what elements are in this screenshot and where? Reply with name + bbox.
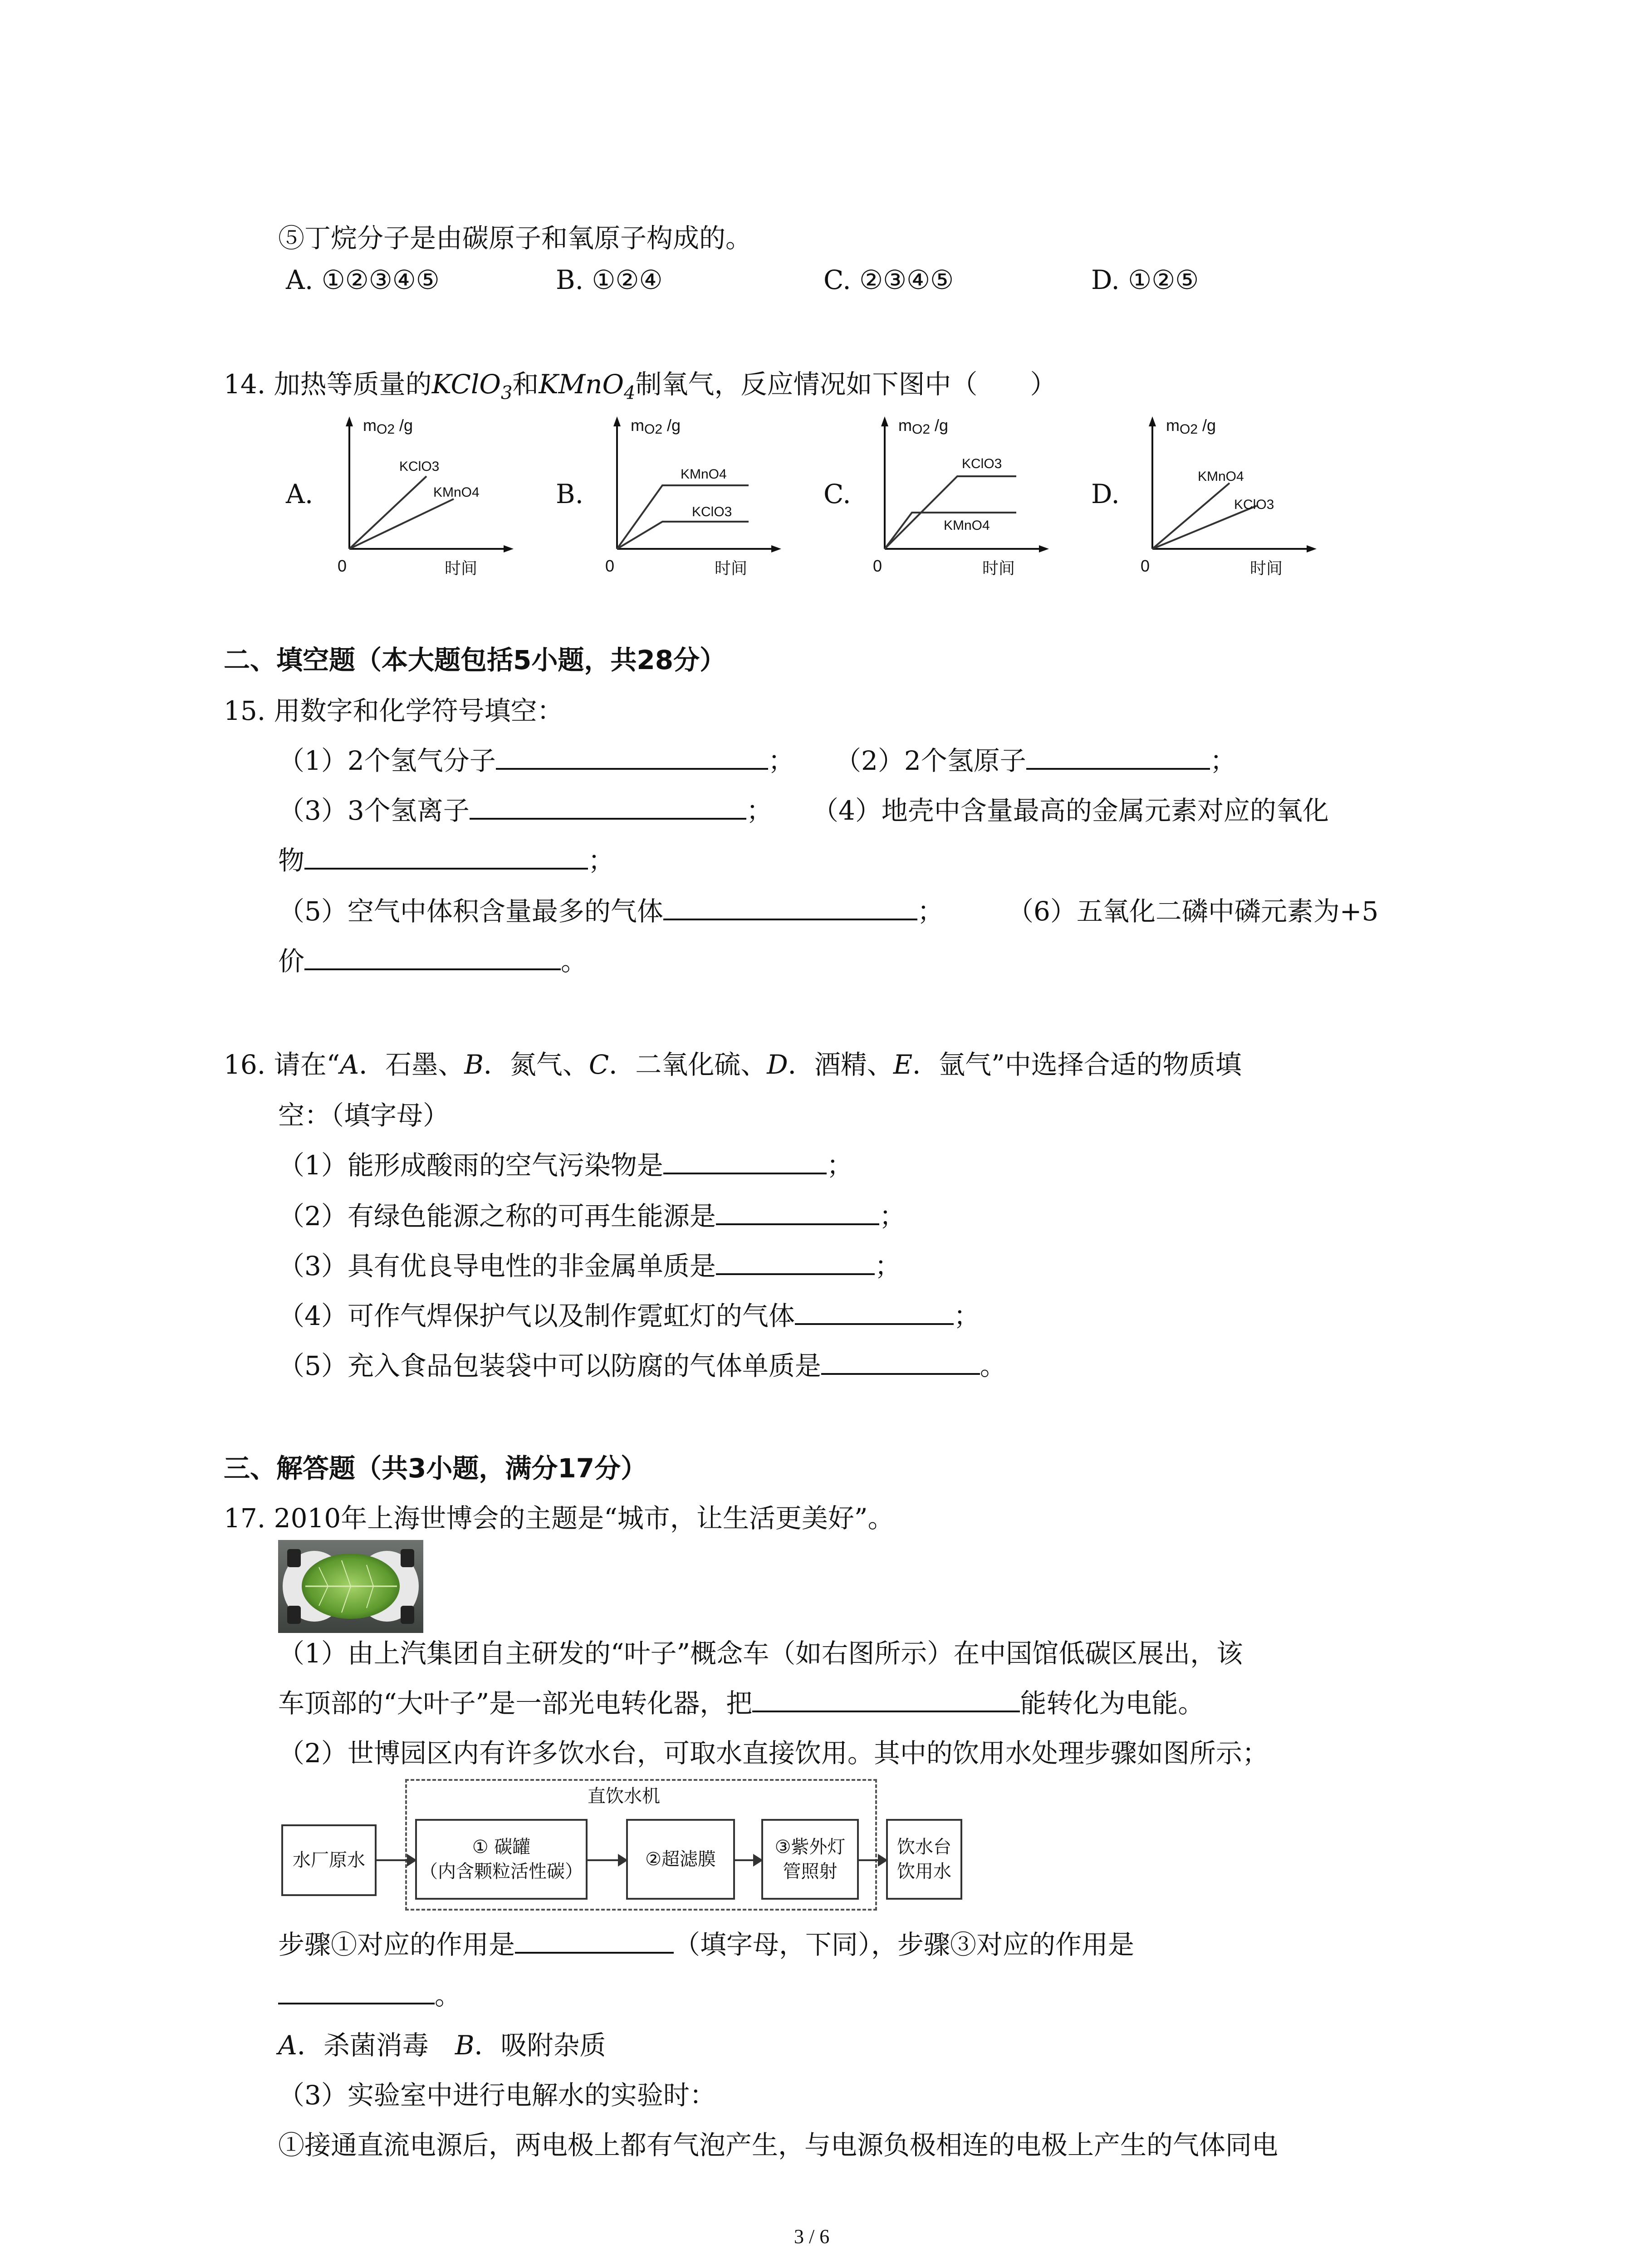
q14-stem: 14. 加热等质量的KClO$_3$和KMnO$_4$制氧气，反应情况如下图中（ ） <box>224 369 1057 404</box>
graph-d-label: D. <box>1091 479 1120 509</box>
graph-a-origin: 0 <box>338 557 347 575</box>
graph-a-label: A. <box>286 479 314 509</box>
graph-d <box>1134 413 1325 581</box>
graph-a-line-kclo3 <box>349 476 426 549</box>
graph-c-xlabel: 时间 <box>982 559 1015 577</box>
q15-part5: （5）空气中体积含量最多的气体 ； <box>278 896 944 927</box>
graph-b-upper-label: KMnO4 <box>681 467 727 482</box>
q17-part3: （3）实验室中进行电解水的实验时： <box>278 2080 716 2111</box>
graph-c-label: C. <box>823 479 851 509</box>
q17-blank3[interactable] <box>278 1979 435 2004</box>
flow-uv-lamp: ③紫外灯 管照射 <box>761 1819 859 1900</box>
q17-step-line-cont: 。 <box>278 1974 461 2012</box>
q13-option-c: C. ②③④⑤ <box>823 264 954 295</box>
q15-blank4[interactable] <box>304 844 588 870</box>
graph-d-origin: 0 <box>1141 557 1150 575</box>
page-number: 3 / 6 <box>794 2225 830 2248</box>
q16-part2: （2）有绿色能源之称的可再生能源是 ； <box>278 1201 906 1232</box>
graph-c-upper-label: KClO3 <box>962 456 1002 471</box>
graph-d-xlabel: 时间 <box>1250 559 1283 577</box>
q15-blank6[interactable] <box>304 945 561 970</box>
q16-part3: （3）具有优良导电性的非金属单质是 ； <box>278 1251 901 1281</box>
q17-part2: （2）世博园区内有许多饮水台，可取水直接饮用。其中的饮用水处理步骤如图所示； <box>278 1738 1269 1769</box>
q15-blank1[interactable] <box>496 744 768 770</box>
graph-a <box>331 413 522 581</box>
q13-option-b: B. ①②④ <box>556 264 663 295</box>
q15-part1: （1）2个氢气分子 ； <box>278 745 794 776</box>
q13-option-d: D. ①②⑤ <box>1091 264 1199 295</box>
graph-d-lower-label: KClO3 <box>1234 497 1274 512</box>
flow-drinking-water: 饮水台 饮用水 <box>886 1819 962 1900</box>
graph-c <box>867 413 1057 581</box>
q15-part4: （4）地壳中含量最高的金属元素对应的氧化 <box>812 795 1329 826</box>
q15-part2: （2）2个氢原子 ； <box>835 745 1236 776</box>
flow-carbon-tank: ① 碳罐 （内含颗粒活性碳） <box>415 1819 588 1900</box>
section3-heading: 三、解答题（共3小题，满分17分） <box>224 1453 647 1484</box>
q16-blank4[interactable] <box>795 1300 954 1325</box>
q17-options: A．杀菌消毒 B．吸附杂质 <box>278 2030 606 2061</box>
q16-blank1[interactable] <box>663 1149 827 1174</box>
flow-ultrafiltration: ②超滤膜 <box>626 1819 735 1900</box>
q17-part3-1: ①接通直流电源后，两电极上都有气泡产生，与电源负极相连的电极上产生的气体同电 <box>278 2130 1279 2160</box>
q16-blank2[interactable] <box>716 1200 879 1225</box>
q15-stem: 15. 用数字和化学符号填空： <box>224 695 563 726</box>
q17-part1b: 车顶部的“大叶子”是一部光电转化器，把 能转化为电能。 <box>278 1688 1205 1719</box>
graph-c-origin: 0 <box>873 557 882 575</box>
graph-c-ylabel: mO2 /g <box>898 416 949 437</box>
q13-item5: ⑤丁烷分子是由碳原子和氧原子构成的。 <box>278 223 752 254</box>
q16-blank5[interactable] <box>821 1349 980 1375</box>
flow-arrow-4 <box>859 1859 886 1861</box>
q17-part1a: （1）由上汽集团自主研发的“叶子”概念车（如右图所示）在中国馆低碳区展出，该 <box>278 1638 1243 1669</box>
leaf-car-image <box>278 1540 423 1633</box>
flow-arrow-3 <box>735 1859 761 1861</box>
q16-stem-cont: 空：（填字母） <box>278 1100 450 1131</box>
q17-stem: 17. 2010年上海世博会的主题是“城市，让生活更美好”。 <box>224 1503 894 1534</box>
graph-b-label: B. <box>556 479 584 509</box>
q16-part4: （4）可作气焊保护气以及制作霓虹灯的气体 ； <box>278 1300 980 1331</box>
q16-part5: （5）充入食品包装袋中可以防腐的气体单质是 。 <box>278 1350 1006 1381</box>
graph-d-line-kclo3 <box>1152 506 1257 549</box>
water-machine-title: 直饮水机 <box>588 1786 660 1807</box>
q16-part1: （1）能形成酸雨的空气污染物是 ； <box>278 1150 853 1181</box>
graph-a-ylabel: mO2 /g <box>363 416 413 437</box>
q15-part3: （3）3个氢离子 ； <box>278 795 773 826</box>
graph-b-xlabel: 时间 <box>715 559 748 577</box>
graph-b-lower-label: KClO3 <box>692 504 732 519</box>
q17-blank1[interactable] <box>752 1687 1020 1712</box>
q15-blank3[interactable] <box>470 794 746 820</box>
section2-heading: 二、填空题（本大题包括5小题，共28分） <box>224 645 726 675</box>
q16-blank3[interactable] <box>716 1250 875 1275</box>
graph-c-lower-label: KMnO4 <box>944 518 990 533</box>
q16-stem: 16. 请在“A．石墨、B．氮气、C．二氧化硫、D．酒精、E．氩气”中选择合适的物质填 <box>224 1049 1242 1080</box>
graph-d-line-kmno4 <box>1152 483 1230 549</box>
q15-part6-cont: 价 。 <box>278 946 588 977</box>
graph-a-lower-label: KMnO4 <box>433 485 480 500</box>
q17-step-line: 步骤①对应的作用是 （填字母，下同），步骤③对应的作用是 <box>278 1929 1135 1960</box>
flow-arrow-1 <box>377 1859 415 1861</box>
q13-option-a: A. ①②③④⑤ <box>286 264 440 295</box>
graph-d-upper-label: KMnO4 <box>1198 469 1244 484</box>
q15-part4-cont: 物 ； <box>278 845 615 876</box>
graph-d-ylabel: mO2 /g <box>1166 416 1216 437</box>
graph-b-line-kclo3 <box>617 522 749 549</box>
q15-blank5[interactable] <box>663 895 917 920</box>
flow-arrow-2 <box>588 1859 626 1861</box>
q15-blank2[interactable] <box>1026 744 1210 770</box>
graph-b <box>599 413 789 581</box>
graph-a-upper-label: KClO3 <box>399 459 440 474</box>
graph-a-xlabel: 时间 <box>445 559 478 577</box>
graph-a-line-kmno4 <box>349 499 454 549</box>
flow-raw-water: 水厂原水 <box>281 1824 377 1896</box>
q17-blank2[interactable] <box>515 1928 674 1954</box>
graph-b-ylabel: mO2 /g <box>631 416 681 437</box>
graph-b-origin: 0 <box>605 557 615 575</box>
q15-part6: （6）五氧化二磷中磷元素为+5 <box>1007 896 1379 927</box>
